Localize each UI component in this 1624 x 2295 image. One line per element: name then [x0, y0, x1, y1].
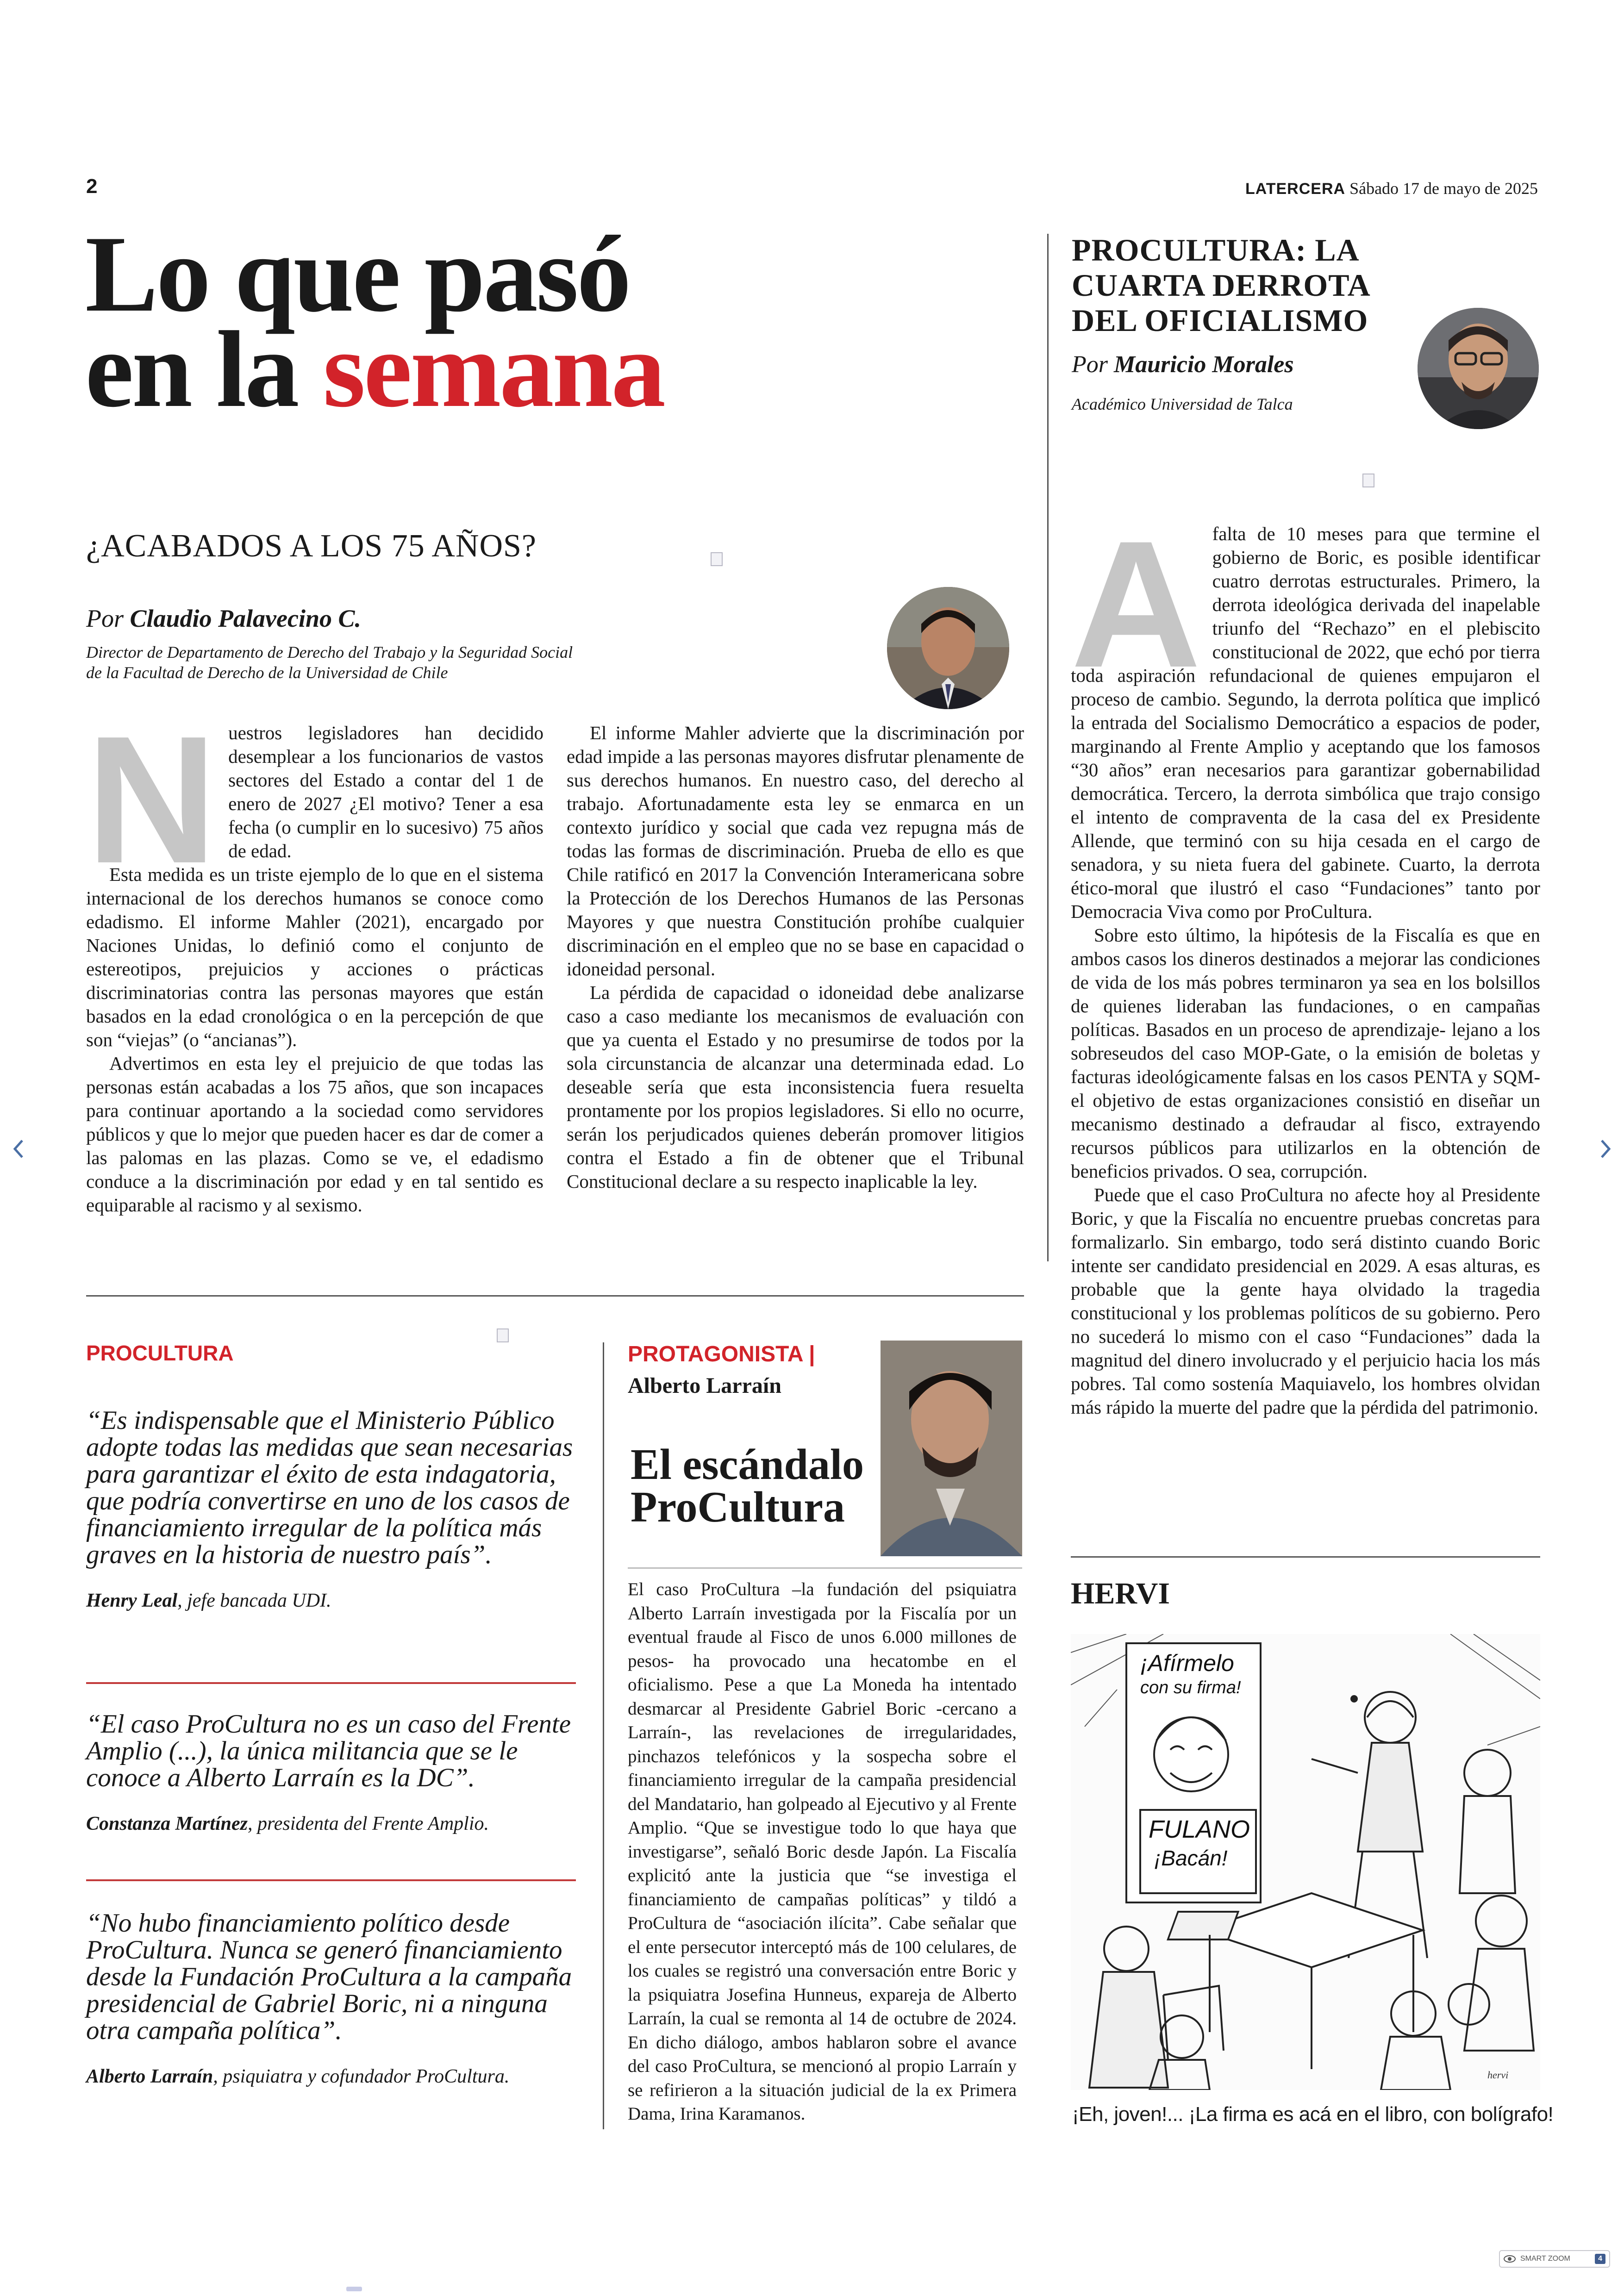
column-divider [1047, 234, 1049, 1261]
chevron-right-icon [1593, 1135, 1617, 1163]
article-paragraph: uestros legisladores han decidido desemplear a los funcionarios de vastos sectores del Estado a contar del 1 de enero de 2027 ¿El motivo? Tener a esa fecha (o cumplir en lo sucesivo) 75 años de edad. [228, 722, 543, 861]
horizontal-divider [86, 1295, 1024, 1297]
prev-page-button[interactable] [7, 1135, 31, 1163]
protagonist-body: El caso ProCultura –la fundación del psiquiatra Alberto Larraín investigada por la Fiscalía por un eventual fraude al Fisco de unos 6.000 millones de pesos- ha provocado una hecatombe en el oficialismo. Pese a que La Moneda ha intentado desmarcar al Presidente Gabriel Boric -cercano a Larraín-, las revelaciones de irregularidades, pinchazos telefónicos y la sospecha sobre el financiamiento irregular de la campaña presidencial del Mandatario, han golpeado al Ejecutivo y al Frente Amplio. “Que se investigue todo lo que haya que investigarse”, señaló Boric desde Japón. La Fiscalía explicitó ante la justicia que “se investiga el financiamiento de campañas políticas” y tildó a ProCultura de “asociación ilícita”. Cabe señalar que el ente persecutor interceptó más de 100 celulares, de los cuales se registró una conversación entre Boric y la psiquiatra Josefina Hunneus, expareja de Alberto Larraín, la cual se remonta al 14 de octubre de 2024. En dicho diálogo, ambos hablaron sobre el avance del caso ProCultura, se mencionó al propio Larraín y se refirieron a la situación judicial de la ex Primera Dama, Irina Karamanos. [628, 1579, 1017, 2124]
column-paragraph: Sobre esto último, la hipótesis de la Fiscalía es que en ambos casos los dineros destinados a mejorar las condiciones de vida de los más pobres terminaron ya sea en los bolsillos de quienes lideraban las fundaciones, o en campañas políticas. Basados en un proceso de aprendizaje- lejano a los sobreseudos del caso MOP-Gate, o la emisión de boletas y facturas ideológicamente falsas en los casos PENTA y SQM- el objetivo de estas organizaciones consistió en diseñar un mecanismo destinado a defraudar al fisco, extrayendo recursos públicos para utilizarlos en la obtención de beneficios privados. O sea, corrupción. [1071, 924, 1540, 1182]
svg-text:hervi: hervi [1487, 2069, 1509, 2081]
quote-divider [86, 1682, 576, 1684]
protagonist-photo [881, 1341, 1022, 1556]
cartoon-top-rule [1071, 1556, 1540, 1558]
quote-text: “El caso ProCultura no es un caso del Frente Amplio (...), la única militancia que se le conoce a Alberto Larraín es la DC”. [86, 1709, 571, 1792]
protagonist-headline: El escándalo ProCultura [631, 1441, 864, 1531]
eye-icon [1504, 2255, 1516, 2263]
smart-zoom-count: 4 [1595, 2254, 1605, 2264]
quote-attribution: Alberto Larraín, psiquiatra y cofundador ProCultura. [86, 2066, 510, 2087]
quote-block [86, 1711, 580, 1835]
author-photo-morales [1418, 308, 1539, 429]
cartoon-illustration [1071, 1634, 1540, 2090]
smart-zoom-label: SMART ZOOM [1520, 2255, 1570, 2263]
chevron-left-icon [7, 1135, 31, 1163]
masthead-date [1245, 179, 1538, 198]
article-byline: Por Claudio Palavecino C. [86, 605, 361, 632]
article-paragraph: Advertimos en esta ley el prejuicio de que todas las personas están acabadas a los 75 años, que son incapaces para continuar aportando a la sociedad como servidores públicos y que lo mejor que pueden hacer es dar de comer a las palomas en las plazas. Como se ve, el edadismo conduce a la discriminación por edad y en tal sentido es equiparable al racismo y al sexismo. [86, 1053, 543, 1216]
column-author-role: Académico Universidad de Talca [1072, 395, 1293, 413]
section-title-line2: en la semana [85, 309, 664, 430]
protagonist-rule [628, 1567, 1022, 1569]
quotes-divider [603, 1342, 604, 2129]
cartoon-caption: ¡Eh, joven!... ¡La firma es acá en el libro, con bolígrafo! [1072, 2103, 1554, 2126]
cartoon-banner: ¡Bacán! [1154, 1846, 1228, 1870]
column-byline: Por Mauricio Morales [1072, 351, 1294, 378]
smart-zoom-button[interactable] [1499, 2250, 1610, 2268]
quote-block [86, 1910, 580, 2088]
quote-text: “Es indispensable que el Ministerio Público adopte todas las medidas que sean necesarias para garantizar el éxito de esta indagatoria, que podría convertirse en uno de los casos de financiamiento irregular de la política más graves en la historia de nuestro país”. [86, 1406, 573, 1569]
page-number: 2 [86, 175, 98, 198]
article-paragraph: El informe Mahler advierte que la discriminación por edad impide a las personas mayores disfrutar plenamente de sus derechos humanos. En nuestro caso, del derecho al trabajo. Afortunadamente esta ley se enmarca en un contexto jurídico y social que cada vez repugna más de todas las formas de discriminación. Prueba de ello es que Chile ratificó en 2017 la Convención Interamericana sobre la Protección de los Derechos Humanos de las Personas Mayores y que nuestra Constitución prohíbe cualquier discriminación en el empleo que no se base en capacidad o idoneidad personal. [567, 722, 1024, 979]
column-author: Mauricio Morales [1114, 351, 1294, 378]
column-paragraph: Puede que el caso ProCultura no afecte hoy al Presidente Boric, y que la Fiscalía no encuentre pruebas concretas para formalizarlo. Sin embargo, todo será distinto cuando Boric intente ser candidato presidencial en 2029. A esas alturas, es probable que la gente haya olvidado la tragedia constitucional y los problemas políticos de su gobierno. Pero no sucederá lo mismo con el caso “Fundaciones” dada la magnitud del dinero involucrado y el perjuicio hacia los más pobres. Tal como sostenía Maquiavelo, los hombres olvidan más rápido la muerte del padre que la pérdida del patrimonio. [1071, 1184, 1540, 1418]
article-drop-cap: N [86, 698, 218, 901]
author-photo-palavecino [887, 587, 1009, 709]
column-body [1071, 503, 1540, 1419]
section-title-line1: Lo que pasó [85, 214, 630, 335]
quote-text: “No hubo financiamiento político desde ProCultura. Nunca se generó financiamiento desde la Fundación ProCultura a la campaña presidencial de Gabriel Boric, ni a ninguna otra campaña política”. [86, 1908, 572, 2045]
quote-block [86, 1407, 580, 1612]
quote-attribution: Henry Leal, jefe bancada UDI. [86, 1590, 331, 1611]
cartoon-label: HERVI [1071, 1577, 1170, 1610]
section-title [85, 214, 664, 430]
article-paragraph: La pérdida de capacidad o idoneidad debe analizarse caso a caso mediante los mecanismos de evaluación con que ya cuenta el Estado y no presumirse de todos por la sola circunstancia de alcanzar una determinada edad. Lo deseable sería que esta inconsistencia fuera resuelta prontamente por los propios legisladores. Si ello no ocurre, serán los perjudicados quienes deberán promover litigios contra el Estado a fin de obtener que el Tribunal Constitucional declare a su respecto inaplicable la ley. [567, 982, 1024, 1192]
cartoon-sign: con su firma! [1140, 1678, 1241, 1697]
section-title-accent: semana [323, 309, 664, 430]
note-marker-icon[interactable] [1362, 474, 1374, 487]
page-scroll-indicator[interactable] [346, 2287, 362, 2291]
protagonist-name: Alberto Larraín [628, 1373, 781, 1398]
column-title: PROCULTURA: LA CUARTA DERROTA DEL OFICIALISMO [1072, 232, 1371, 338]
column-paragraph: falta de 10 meses para que termine el gobierno de Boric, es posible identificar cuatro derrotas estructurales. Primero, la derrota ideológica derivada del inapelable triunfo del “Rechazo” en el plebiscito constitucional de 2022, que echó por tierra toda aspiración refundacional de quienes empujaron el proceso de cambio. Segundo, la derrota política que implicó la entrada del Socialismo Democrático a espacios de poder, marginando al Frente Amplio y aceptando que los famosos “30 años” eran necesarios para garantizar gobernabilidad democrática. Tercero, la derrota simbólica que trajo consigo el intento de compraventa de la casa del ex Presidente Allende, que terminó con su hija cesada en el cargo de senadora, y su nieta fuera del gabinete. Cuarto, la derrota ético-moral que ilustró el caso “Fundaciones” tanto por Democracia Viva como por ProCultura. [1071, 523, 1540, 922]
article-paragraph: Esta medida es un triste ejemplo de lo que en el sistema internacional de los derechos humanos se conoce como edadismo. El informe Mahler (2021), encargado por Naciones Unidas, lo definió como el conjunto de estereotipos, prejuicios y acciones o prácticas discriminatorias contra las personas mayores que están basados en la edad cronológica o en la percepción de que son “viejas” (o “ancianas”). [86, 864, 543, 1050]
note-marker-icon[interactable] [497, 1328, 509, 1342]
date: Sábado 17 de mayo de 2025 [1349, 179, 1538, 198]
note-marker-icon[interactable] [711, 552, 723, 566]
cartoon-sign: ¡Afírmelo [1140, 1650, 1234, 1676]
article-author: Claudio Palavecino C. [130, 605, 361, 632]
cartoon-banner: FULANO [1149, 1815, 1250, 1843]
article-col1 [86, 698, 543, 1217]
column-drop-cap: A [1071, 503, 1201, 705]
quotes-label: PROCULTURA [86, 1341, 234, 1365]
next-page-button[interactable] [1593, 1135, 1617, 1163]
masthead: LATERCERA [1245, 180, 1346, 198]
article-author-role: Director de Departamento de Derecho del Trabajo y la Seguridad Social de la Facultad de Derecho de la Universidad de Chile [86, 643, 573, 682]
quote-attribution: Constanza Martínez, presidenta del Frente Amplio. [86, 1813, 489, 1834]
article-headline: ¿ACABADOS A LOS 75 AÑOS? [86, 528, 537, 564]
protagonist-label: PROTAGONISTA | [628, 1342, 815, 1366]
quote-divider [86, 1879, 576, 1881]
article-col2 [567, 721, 1024, 1193]
